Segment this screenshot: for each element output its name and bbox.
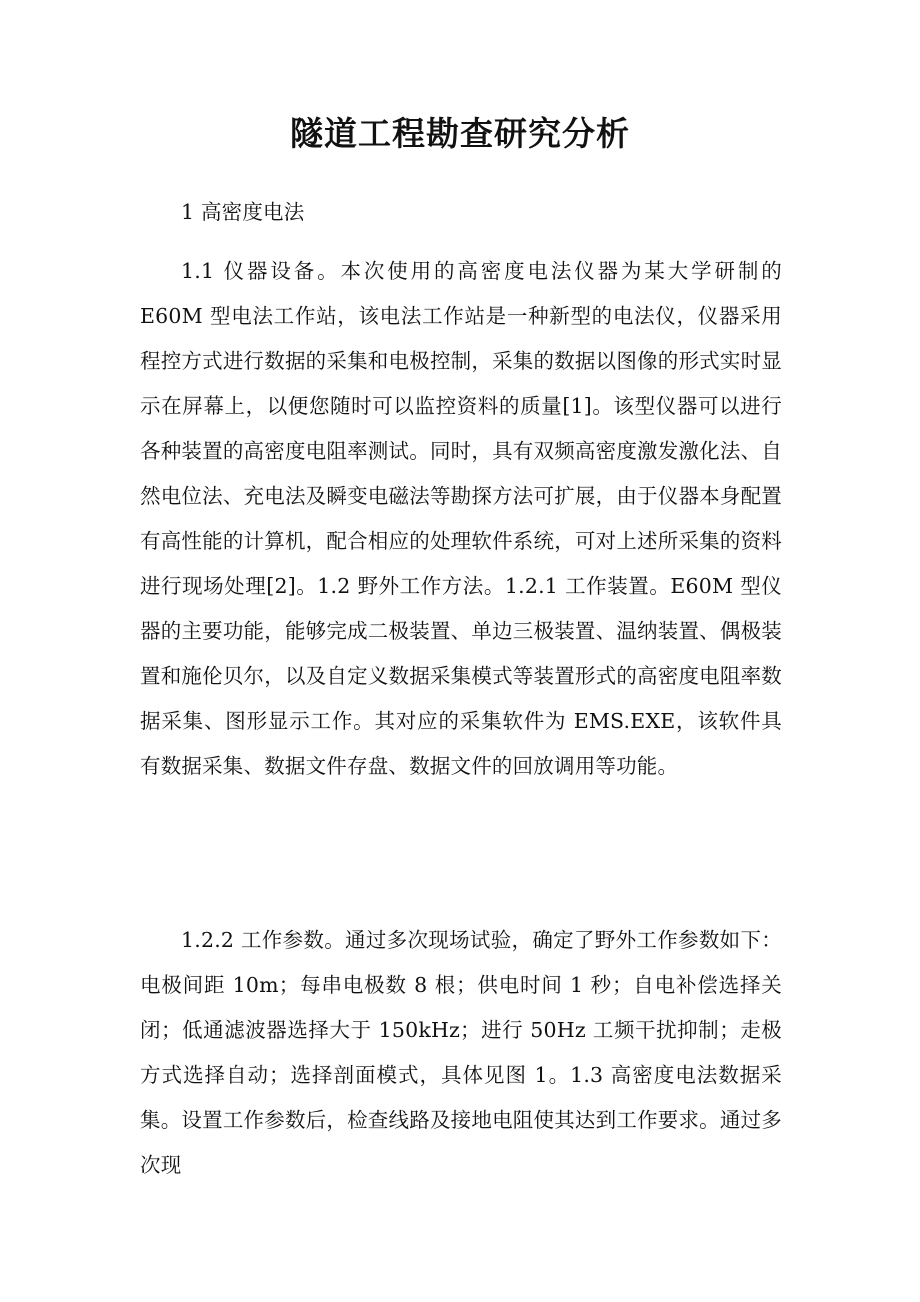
paragraph-container-1 [140, 249, 782, 789]
paragraph-2: 1.2.2 工作参数。通过多次现场试验，确定了野外工作参数如下：电极间距 10m；每串电极数 8 根；供电时间 1 秒；自电补偿选择关闭；低通滤波器选择大于 150kHz；进行 50Hz 工频干扰抑制；走极方式选择自动；选择剖面模式，具体见图 1。1.3 高密度电法数据采集。设置工作参数后，检查线路及接地电阻使其达到工作要求。通过多次现 [140, 928, 782, 1177]
section-heading-container [140, 190, 782, 235]
paragraph-1: 1.1 仪器设备。本次使用的高密度电法仪器为某大学研制的 E60M 型电法工作站，该电法工作站是一种新型的电法仪，仪器采用程控方式进行数据的采集和电极控制，采集的数据以图像的形式实时显示在屏幕上，以便您随时可以监控资料的质量[1]。该型仪器可以进行各种装置的高密度电阻率测试。同时，具有双频高密度激发激化法、自然电位法、充电法及瞬变电磁法等勘探方法可扩展，由于仪器本身配置有高性能的计算机，配合相应的处理软件系统，可对上述所采集的资料进行现场处理[2]。1.2 野外工作方法。1.2.1 工作装置。E60M 型仪器的主要功能，能够完成二极装置、单边三极装置、温纳装置、偶极装置和施伦贝尔，以及自定义数据采集模式等装置形式的高密度电阻率数据采集、图形显示工作。其对应的采集软件为 EMS.EXE，该软件具有数据采集、数据文件存盘、数据文件的回放调用等功能。 [140, 259, 782, 778]
document-title: 隧道工程勘查研究分析 [290, 114, 630, 153]
section-heading: 1 高密度电法 [181, 200, 305, 224]
paragraph-container-2 [140, 918, 782, 1188]
